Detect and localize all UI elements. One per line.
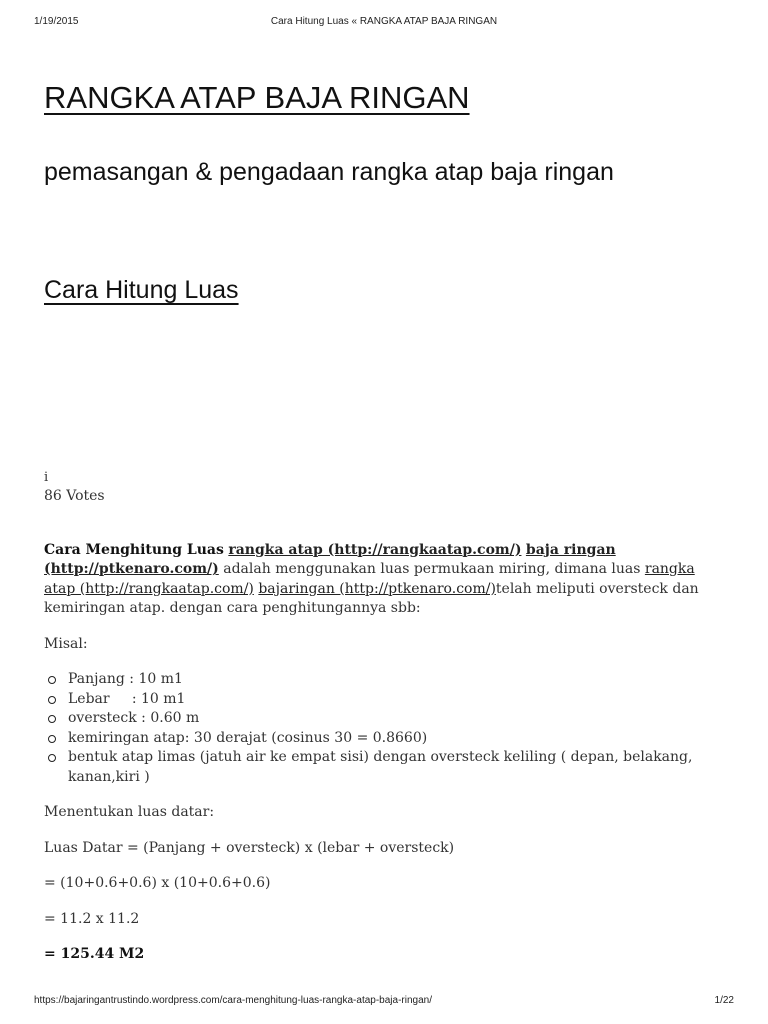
calc-heading: Menentukan luas datar:: [44, 804, 215, 820]
link-bajaringan[interactable]: bajaringan (http://ptkenaro.com/): [258, 580, 496, 597]
spec-item-oversteck: oversteck : 0.60 m: [68, 709, 704, 729]
spec-list: [44, 670, 704, 787]
intro-text-2: telah meliputi oversteck dan kemiringan atap. dengan cara penghitungannya sbb:: [44, 580, 699, 616]
example-label: Misal:: [44, 635, 88, 652]
rating-info-icon[interactable]: i: [44, 470, 49, 485]
spec-item-lebar: Lebar : 10 m1: [68, 690, 704, 710]
intro-text-1: adalah menggunakan luas permukaan miring, dimana luas: [218, 561, 645, 577]
post-title[interactable]: Cara Hitung Luas: [44, 276, 239, 304]
site-title[interactable]: RANGKA ATAP BAJA RINGAN: [44, 80, 470, 115]
spec-item-kemiringan: kemiringan atap: 30 derajat (cosinus 30 = 0.8660): [68, 729, 704, 749]
site-tagline: pemasangan & pengadaan rangka atap baja ringan: [44, 158, 614, 186]
post-content: [44, 468, 704, 965]
print-url: https://bajaringantrustindo.wordpress.com/cara-menghitung-luas-rangka-atap-baja-ringan/: [34, 995, 432, 1006]
spec-item-panjang: Panjang : 10 m1: [68, 670, 704, 690]
vote-count: 86 Votes: [44, 488, 105, 504]
intro-lead: Cara Menghitung Luas: [44, 541, 224, 558]
intro-paragraph: [44, 541, 704, 619]
link-rangka-atap[interactable]: rangka atap (http://rangkaatap.com/): [228, 541, 522, 558]
calc-formula: Luas Datar = (Panjang + oversteck) x (lebar + oversteck): [44, 839, 455, 856]
calc-result: = 125.44 M2: [44, 946, 145, 962]
calc-step-2: = 11.2 x 11.2: [44, 910, 140, 927]
calc-step-1: = (10+0.6+0.6) x (10+0.6+0.6): [44, 875, 271, 891]
spec-item-bentuk-atap: bentuk atap limas (jatuh air ke empat sisi) dengan oversteck keliling ( depan, belakang, kanan,kiri ): [68, 748, 704, 787]
link-rangka-atap-2[interactable]: rangka atap (http://rangkaatap.com/): [44, 561, 695, 597]
link-baja-ringan[interactable]: baja ringan (http://ptkenaro.com/): [44, 541, 616, 577]
print-date: 1/19/2015: [34, 16, 79, 27]
print-page-title: Cara Hitung Luas « RANGKA ATAP BAJA RINGAN: [270, 16, 498, 27]
print-page-number: 1/22: [714, 995, 734, 1006]
